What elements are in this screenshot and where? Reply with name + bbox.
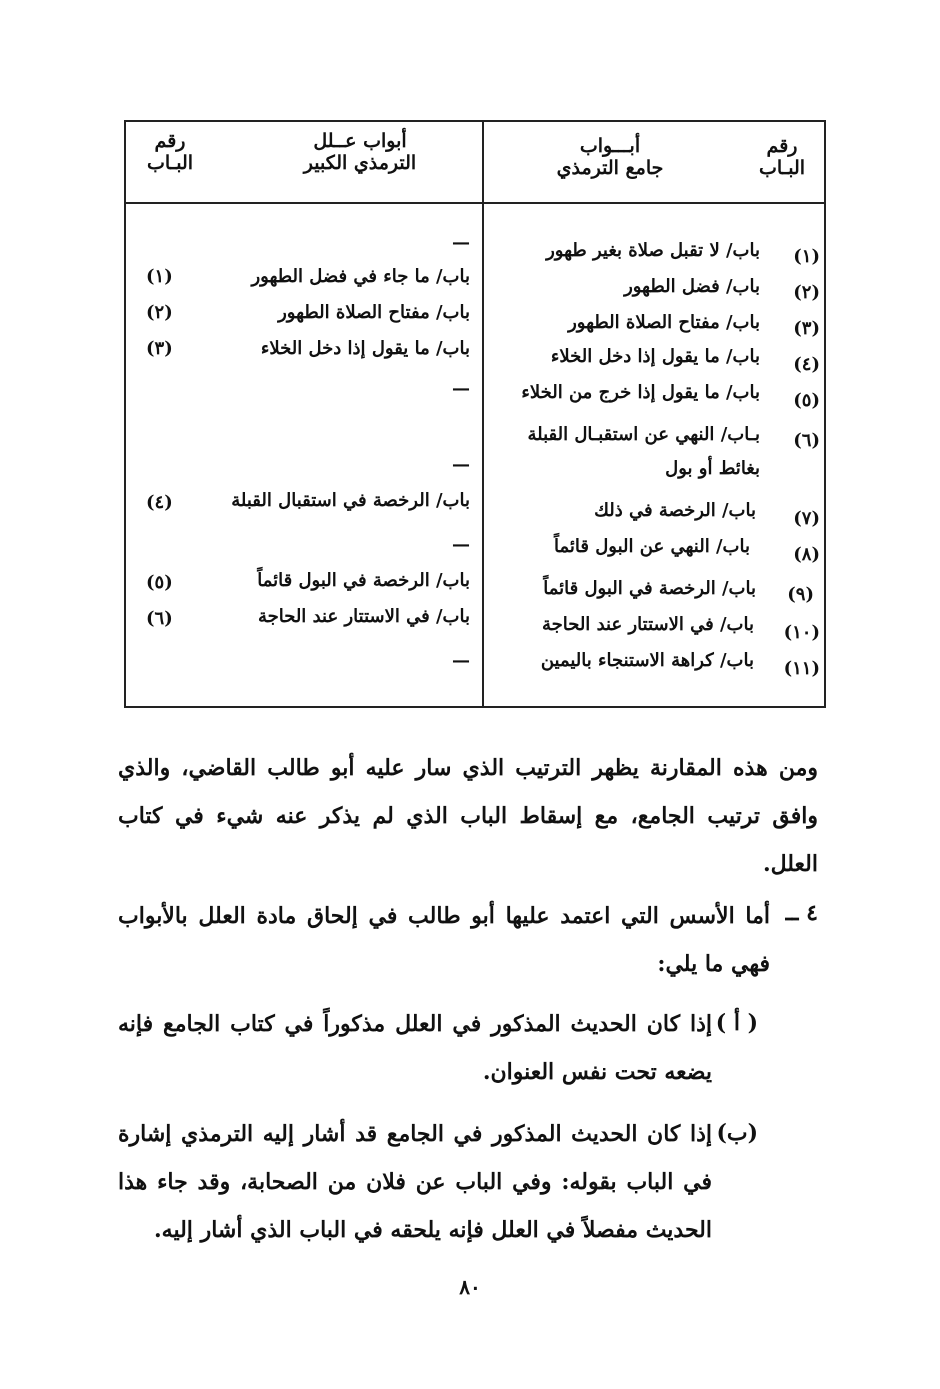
header-jami-title-line1: أبـــواب [579, 135, 641, 157]
jami-row-num: (٢) [793, 282, 820, 303]
ilal-row-empty: — [452, 534, 470, 555]
jami-row-num: (١١) [783, 658, 820, 679]
item-a-label: ( أ ) [715, 1010, 758, 1036]
jami-row-num: (١٠) [783, 622, 820, 643]
header-ilal-num-line1: رقم [154, 130, 186, 152]
jami-row-text: باب/ كراهة الاستنجاء باليمين [540, 650, 754, 671]
header-jami-num-line1: رقم [766, 135, 798, 157]
jami-row-text: باب/ الرخصة في البول قائماً [543, 578, 756, 599]
ilal-row-text: باب/ الرخصة في البول قائماً [257, 570, 470, 591]
ilal-row-num: (٤) [146, 492, 173, 513]
header-ilal-title-line2: الترمذي الكبير [303, 152, 417, 174]
ilal-row-empty: — [452, 454, 470, 475]
item4-label: ٤ ــ [785, 900, 818, 926]
jami-row-num: (٥) [793, 390, 820, 411]
header-ilal-title [270, 130, 450, 174]
header-jami-title-line2: جامع الترمذي [556, 157, 664, 179]
ilal-row-text: باب/ مفتاح الصلاة الطهور [278, 302, 470, 323]
ilal-row-num: (٣) [146, 338, 173, 359]
jami-row-num: (٤) [793, 354, 820, 375]
page-number: ٨٠ [459, 1275, 481, 1299]
header-jami-title [520, 135, 700, 179]
jami-row-text: بـاب/ النهي عن استقبـال القبلة [527, 424, 760, 445]
jami-row-num: (٧) [793, 508, 820, 529]
ilal-row-num: (٥) [146, 572, 173, 593]
header-jami-num-line2: البـاب [758, 157, 806, 179]
jami-row-num: (٦) [793, 430, 820, 451]
item4-text: أما الأسس التي اعتمد عليها أبو طالب في إلحاق مادة العلل بالأبواب فهي ما يلي: [118, 903, 770, 977]
header-jami-num [742, 135, 822, 179]
column-divider [482, 122, 484, 706]
ilal-row-num: (٦) [146, 608, 173, 629]
jami-row-num: (٨) [793, 544, 820, 565]
item-a-text: إذا كان الحديث المذكور في العلل مذكوراً في كتاب الجامع فإنه يضعه تحت نفس العنوان. [118, 1011, 712, 1085]
jami-row-num: (٣) [793, 318, 820, 339]
header-ilal-num-line2: البـاب [146, 152, 194, 174]
jami-row-text: باب/ الرخصة في ذلك [594, 500, 756, 521]
ilal-row-text: باب/ ما يقول إذا دخل الخلاء [260, 338, 470, 359]
ilal-row-text: باب/ الرخصة في استقبال القبلة [231, 490, 470, 511]
ilal-row-empty: — [452, 650, 470, 671]
ilal-row-empty: — [452, 378, 470, 399]
jami-row-text: باب/ مفتاح الصلاة الطهور [568, 312, 760, 333]
jami-row-text: باب/ النهي عن البول قائماً [553, 536, 750, 557]
jami-row-text: باب/ فضل الطهور [624, 276, 760, 297]
jami-row-text-cont: بغائط أو بول [665, 458, 760, 479]
jami-row-num: (٩) [787, 584, 814, 605]
jami-row-text: باب/ لا تقبل صلاة بغير طهور [546, 240, 760, 261]
paragraph-comparison: ومن هذه المقارنة يظهر الترتيب الذي سار عليه أبو طالب القاضي، والذي وافق ترتيب الجامع، مع إسقاط الباب الذي لم يذكر عنه شيء في كتاب العلل. [118, 755, 818, 877]
header-ilal-num [135, 130, 205, 174]
jami-row-text: باب/ في الاستتار عند الحاجة [541, 614, 754, 635]
jami-row-text: باب/ ما يقول إذا خرج من الخلاء [521, 382, 760, 403]
item-b-text: إذا كان الحديث المذكور في الجامع قد أشار إليه الترمذي إشارة في الباب بقوله: وفي الباب عن فلان من الصحابة، وقد جاء هذا الحديث مفصلاً في العلل فإنه يلحقه في الباب الذي أشار إليه. [118, 1121, 713, 1243]
ilal-row-text: باب/ في الاستتار عند الحاجة [257, 606, 470, 627]
ilal-row-num: (١) [146, 266, 173, 287]
ilal-row-text: باب/ ما جاء في فضل الطهور [251, 266, 470, 287]
ilal-row-empty: — [452, 232, 470, 253]
ilal-row-num: (٢) [146, 302, 173, 323]
jami-row-text: باب/ ما يقول إذا دخل الخلاء [550, 346, 760, 367]
header-ilal-title-line1: أبواب عــلل [313, 130, 407, 152]
item-b-label: (ب) [716, 1120, 758, 1146]
jami-row-num: (١) [793, 246, 820, 267]
header-divider [126, 202, 824, 204]
